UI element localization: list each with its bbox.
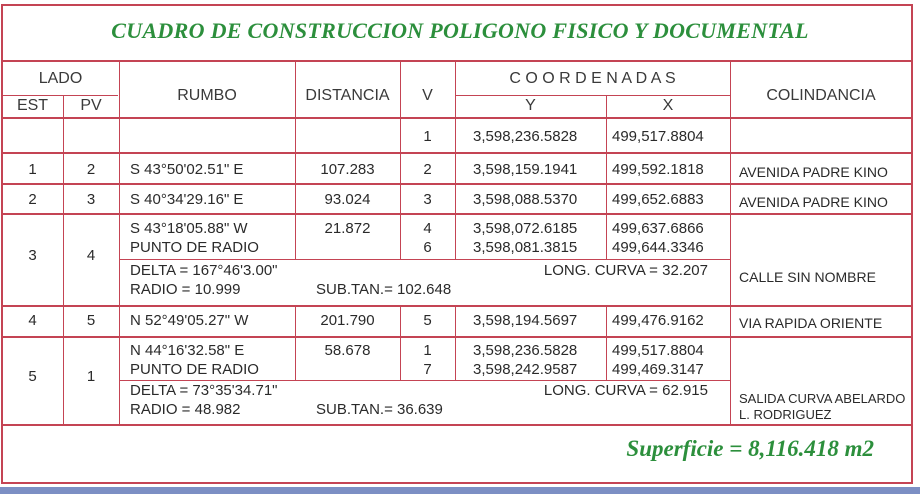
cell-est: 4 bbox=[28, 312, 37, 329]
cell-radio-x: 499,469.3147 bbox=[612, 361, 704, 378]
cell-pv: 2 bbox=[86, 161, 96, 178]
cell-radio-y: 3,598,242.9587 bbox=[473, 361, 578, 378]
cell-radio-v: 7 bbox=[423, 361, 432, 378]
divider bbox=[120, 380, 730, 381]
header-distancia: DISTANCIA bbox=[305, 87, 390, 104]
divider bbox=[120, 259, 730, 260]
cell-distancia: 58.678 bbox=[324, 342, 371, 359]
cell-colindancia: AVENIDA PADRE KINO bbox=[739, 164, 888, 180]
divider bbox=[2, 424, 912, 426]
header-lado: LADO bbox=[38, 70, 83, 87]
cell-rumbo: S 43°18'05.88" W bbox=[130, 220, 248, 237]
cell-v: 4 bbox=[423, 220, 432, 237]
cell-colindancia: AVENIDA PADRE KINO bbox=[739, 194, 888, 210]
cell-pv: 5 bbox=[86, 312, 96, 329]
cell-distancia: 21.872 bbox=[324, 220, 371, 237]
divider bbox=[2, 305, 912, 307]
divider bbox=[455, 60, 456, 259]
cell-distancia: 107.283 bbox=[320, 161, 375, 178]
divider bbox=[2, 117, 912, 119]
divider bbox=[119, 60, 120, 424]
cell-subtan: SUB.TAN.= 36.639 bbox=[316, 401, 443, 418]
cell-pv: 1 bbox=[86, 368, 96, 385]
cell-colindancia: VIA RAPIDA ORIENTE bbox=[739, 315, 883, 331]
divider bbox=[2, 336, 912, 338]
cell-y: 3,598,236.5828 bbox=[473, 128, 578, 145]
cell-radio: RADIO = 10.999 bbox=[130, 281, 241, 298]
cell-radio-label: PUNTO DE RADIO bbox=[130, 361, 259, 378]
cell-y: 3,598,194.5697 bbox=[473, 312, 578, 329]
cell-radio-y: 3,598,081.3815 bbox=[473, 239, 578, 256]
cell-colindancia: CALLE SIN NOMBRE bbox=[739, 269, 876, 285]
cell-pv: 3 bbox=[86, 191, 96, 208]
cell-delta: DELTA = 167°46'3.00" bbox=[130, 262, 278, 279]
cell-y: 3,598,159.1941 bbox=[473, 161, 578, 178]
cell-rumbo: S 40°34'29.16" E bbox=[130, 191, 244, 208]
cell-v: 1 bbox=[423, 342, 432, 359]
cell-colindancia: SALIDA CURVA ABELARDO bbox=[739, 391, 906, 406]
header-x: X bbox=[662, 97, 674, 114]
cell-rumbo: S 43°50'02.51" E bbox=[130, 161, 244, 178]
cell-distancia: 201.790 bbox=[320, 312, 375, 329]
divider bbox=[455, 95, 730, 96]
cell-y: 3,598,072.6185 bbox=[473, 220, 578, 237]
divider bbox=[2, 95, 118, 96]
cell-pv: 4 bbox=[86, 247, 96, 264]
divider bbox=[606, 305, 607, 380]
cell-rumbo: N 44°16'32.58" E bbox=[130, 342, 245, 359]
cell-rumbo: N 52°49'05.27" W bbox=[130, 312, 249, 329]
divider bbox=[2, 60, 912, 62]
header-coordenadas: C O O R D E N A D A S bbox=[509, 70, 676, 87]
header-colindancia: COLINDANCIA bbox=[766, 87, 876, 104]
superficie-total: Superficie = 8,116.418 m2 bbox=[626, 436, 874, 461]
cell-x: 499,476.9162 bbox=[612, 312, 704, 329]
cell-x: 499,592.1818 bbox=[612, 161, 704, 178]
divider bbox=[730, 60, 731, 424]
cell-x: 499,517.8804 bbox=[612, 342, 704, 359]
cell-radio-label: PUNTO DE RADIO bbox=[130, 239, 259, 256]
cell-est: 3 bbox=[28, 247, 37, 264]
divider bbox=[2, 183, 912, 185]
cell-v: 1 bbox=[423, 128, 432, 145]
table-title: CUADRO DE CONSTRUCCION POLIGONO FISICO Y DOCUMENTAL bbox=[111, 18, 809, 43]
cell-delta: DELTA = 73°35'34.71" bbox=[130, 382, 278, 399]
cell-long-curva: LONG. CURVA = 32.207 bbox=[543, 262, 708, 279]
header-v: V bbox=[422, 87, 433, 104]
cell-subtan: SUB.TAN.= 102.648 bbox=[316, 281, 452, 298]
cell-radio-x: 499,644.3346 bbox=[612, 239, 704, 256]
cell-radio-v: 6 bbox=[423, 239, 432, 256]
divider bbox=[455, 305, 456, 380]
cell-x: 499,652.6883 bbox=[612, 191, 704, 208]
cell-x: 499,637.6866 bbox=[612, 220, 704, 237]
bottom-bar bbox=[0, 487, 920, 494]
cell-v: 5 bbox=[423, 312, 432, 329]
divider bbox=[2, 213, 912, 215]
cell-y: 3,598,088.5370 bbox=[473, 191, 578, 208]
cell-y: 3,598,236.5828 bbox=[473, 342, 578, 359]
header-pv: PV bbox=[80, 97, 102, 114]
cell-est: 5 bbox=[28, 368, 37, 385]
cell-x: 499,517.8804 bbox=[612, 128, 704, 145]
cell-distancia: 93.024 bbox=[324, 191, 371, 208]
cell-v: 3 bbox=[423, 191, 432, 208]
cell-est: 1 bbox=[28, 161, 37, 178]
header-est: EST bbox=[16, 97, 49, 114]
header-y: Y bbox=[525, 97, 536, 114]
divider bbox=[606, 95, 607, 259]
cell-colindancia: L. RODRIGUEZ bbox=[739, 407, 832, 422]
cell-est: 2 bbox=[28, 191, 37, 208]
cell-v: 2 bbox=[423, 161, 432, 178]
divider bbox=[2, 152, 912, 154]
header-rumbo: RUMBO bbox=[177, 87, 237, 104]
cell-radio: RADIO = 48.982 bbox=[130, 401, 241, 418]
cell-long-curva: LONG. CURVA = 62.915 bbox=[543, 382, 708, 399]
